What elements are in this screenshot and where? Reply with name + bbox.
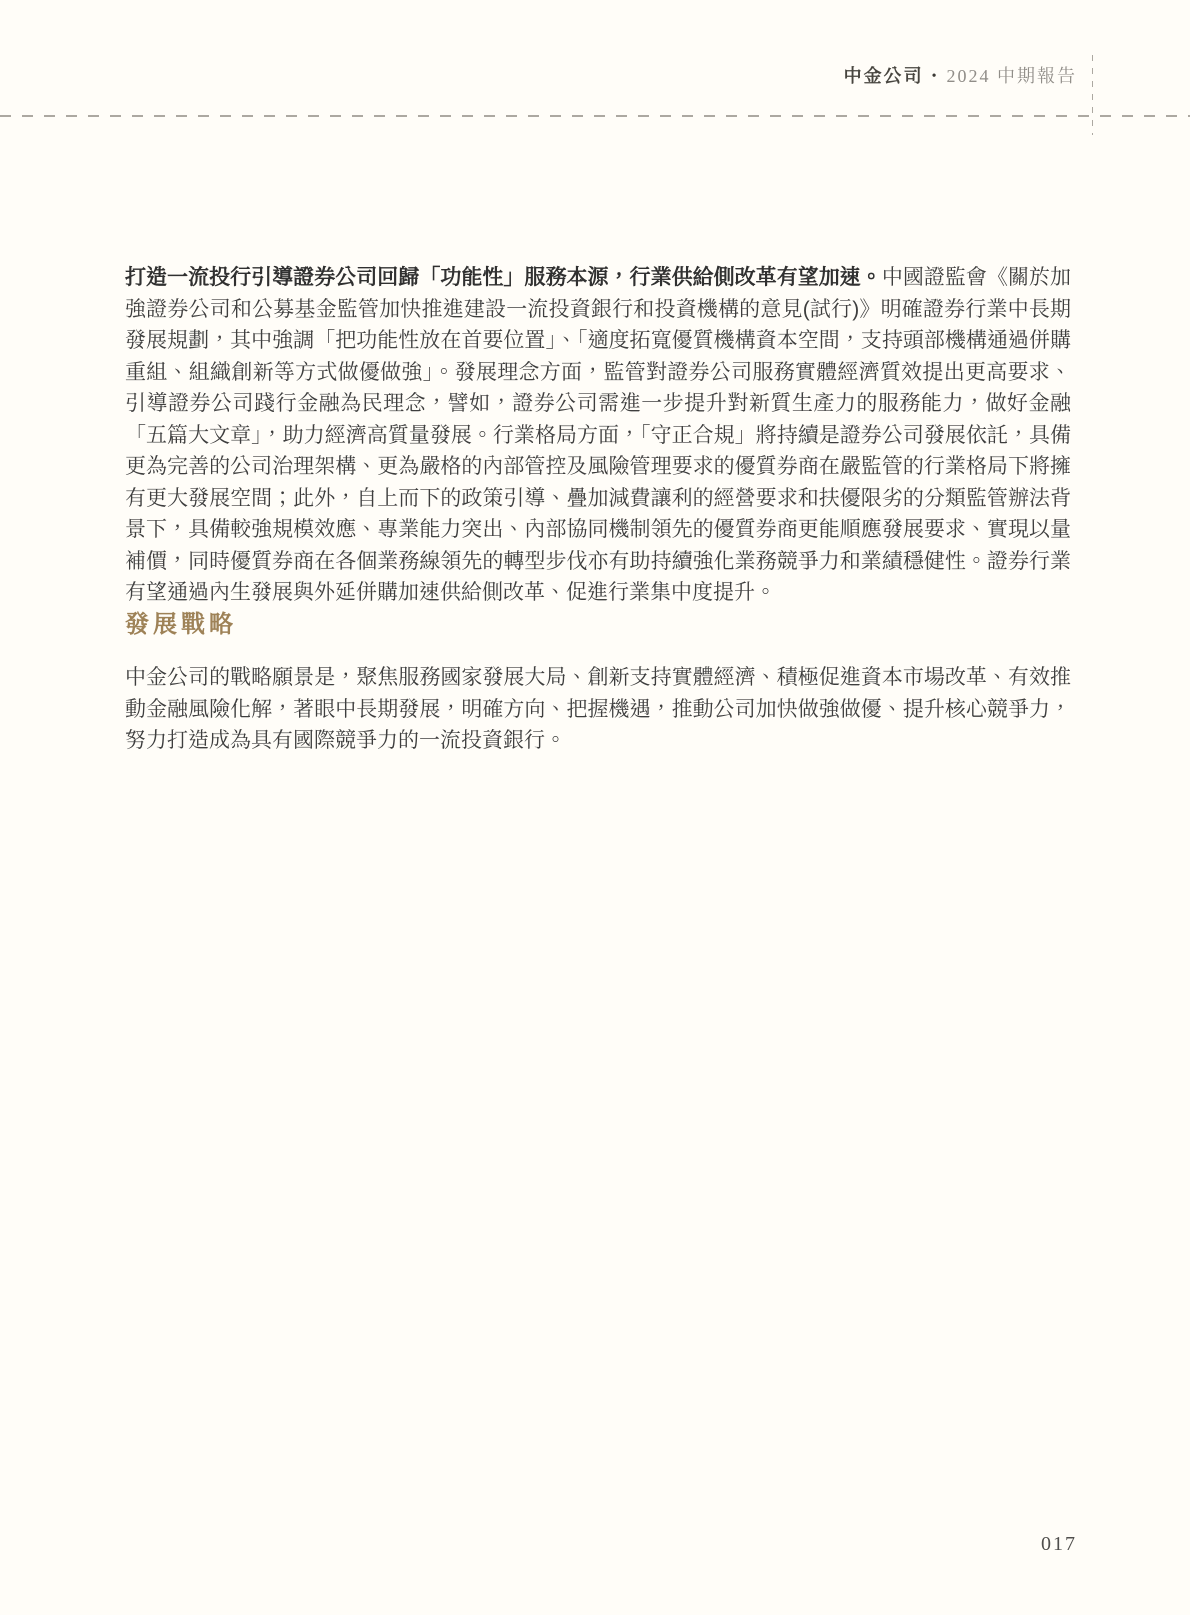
paragraph-body-text: 中國證監會《關於加強證券公司和公募基金監管加快推進建設一流投資銀行和投資機構的意見(試行)》明確證券行業中長期發展規劃，其中強調「把功能性放在首要位置」、「適度拓寬優質機構資本空間，支持頭部機構通過併購重組、組織創新等方式做優做強」。發展理念方面，監管對證券公司服務實體經濟質效提出更高要求、引導證券公司踐行金融為民理念，譬如，證券公司需進一步提升對新質生產力的服務能力，做好金融「五篇大文章」，助力經濟高質量發展。行業格局方面，「守正合規」將持續是證券公司發展依託，具備更為完善的公司治理架構、更為嚴格的內部管控及風險管理要求的優質券商在嚴監管的行業格局下將擁有更大發展空間；此外，自上而下的政策引導、疊加減費讓利的經營要求和扶優限劣的分類監管辦法背景下，具備較強規模效應、專業能力突出、內部協同機制領先的優質券商更能順應發展要求、實現以量補價，同時優質券商在各個業務線領先的轉型步伐亦有助持續強化業務競爭力和業績穩健性。證券行業有望通過內生發展與外延併購加速供給側改革、促進行業集中度提升。 [125, 266, 1072, 604]
header-report-title: 2024 中期報告 [946, 66, 1077, 86]
industry-outlook-paragraph [125, 262, 1071, 609]
paragraph-bold-lead: 打造一流投行引導證券公司回歸「功能性」服務本源，行業供給側改革有望加速。 [125, 266, 882, 289]
vertical-dashed-rule [1092, 55, 1093, 135]
page-number: 017 [1041, 1533, 1077, 1555]
page-header [844, 62, 1077, 88]
section-heading-development-strategy: 發展戰略 [125, 611, 237, 638]
header-company-name: 中金公司 [843, 66, 924, 86]
header-dashed-divider [0, 115, 1190, 117]
strategy-vision-paragraph: 中金公司的戰略願景是，聚焦服務國家發展大局、創新支持實體經濟、積極促進資本市場改革、有效推動金融風險化解，著眼中長期發展，明確方向、把握機遇，推動公司加快做強做優、提升核心競爭力，努力打造成為具有國際競爭力的一流投資銀行。 [125, 666, 1071, 752]
header-bullet-separator: • [931, 69, 939, 84]
